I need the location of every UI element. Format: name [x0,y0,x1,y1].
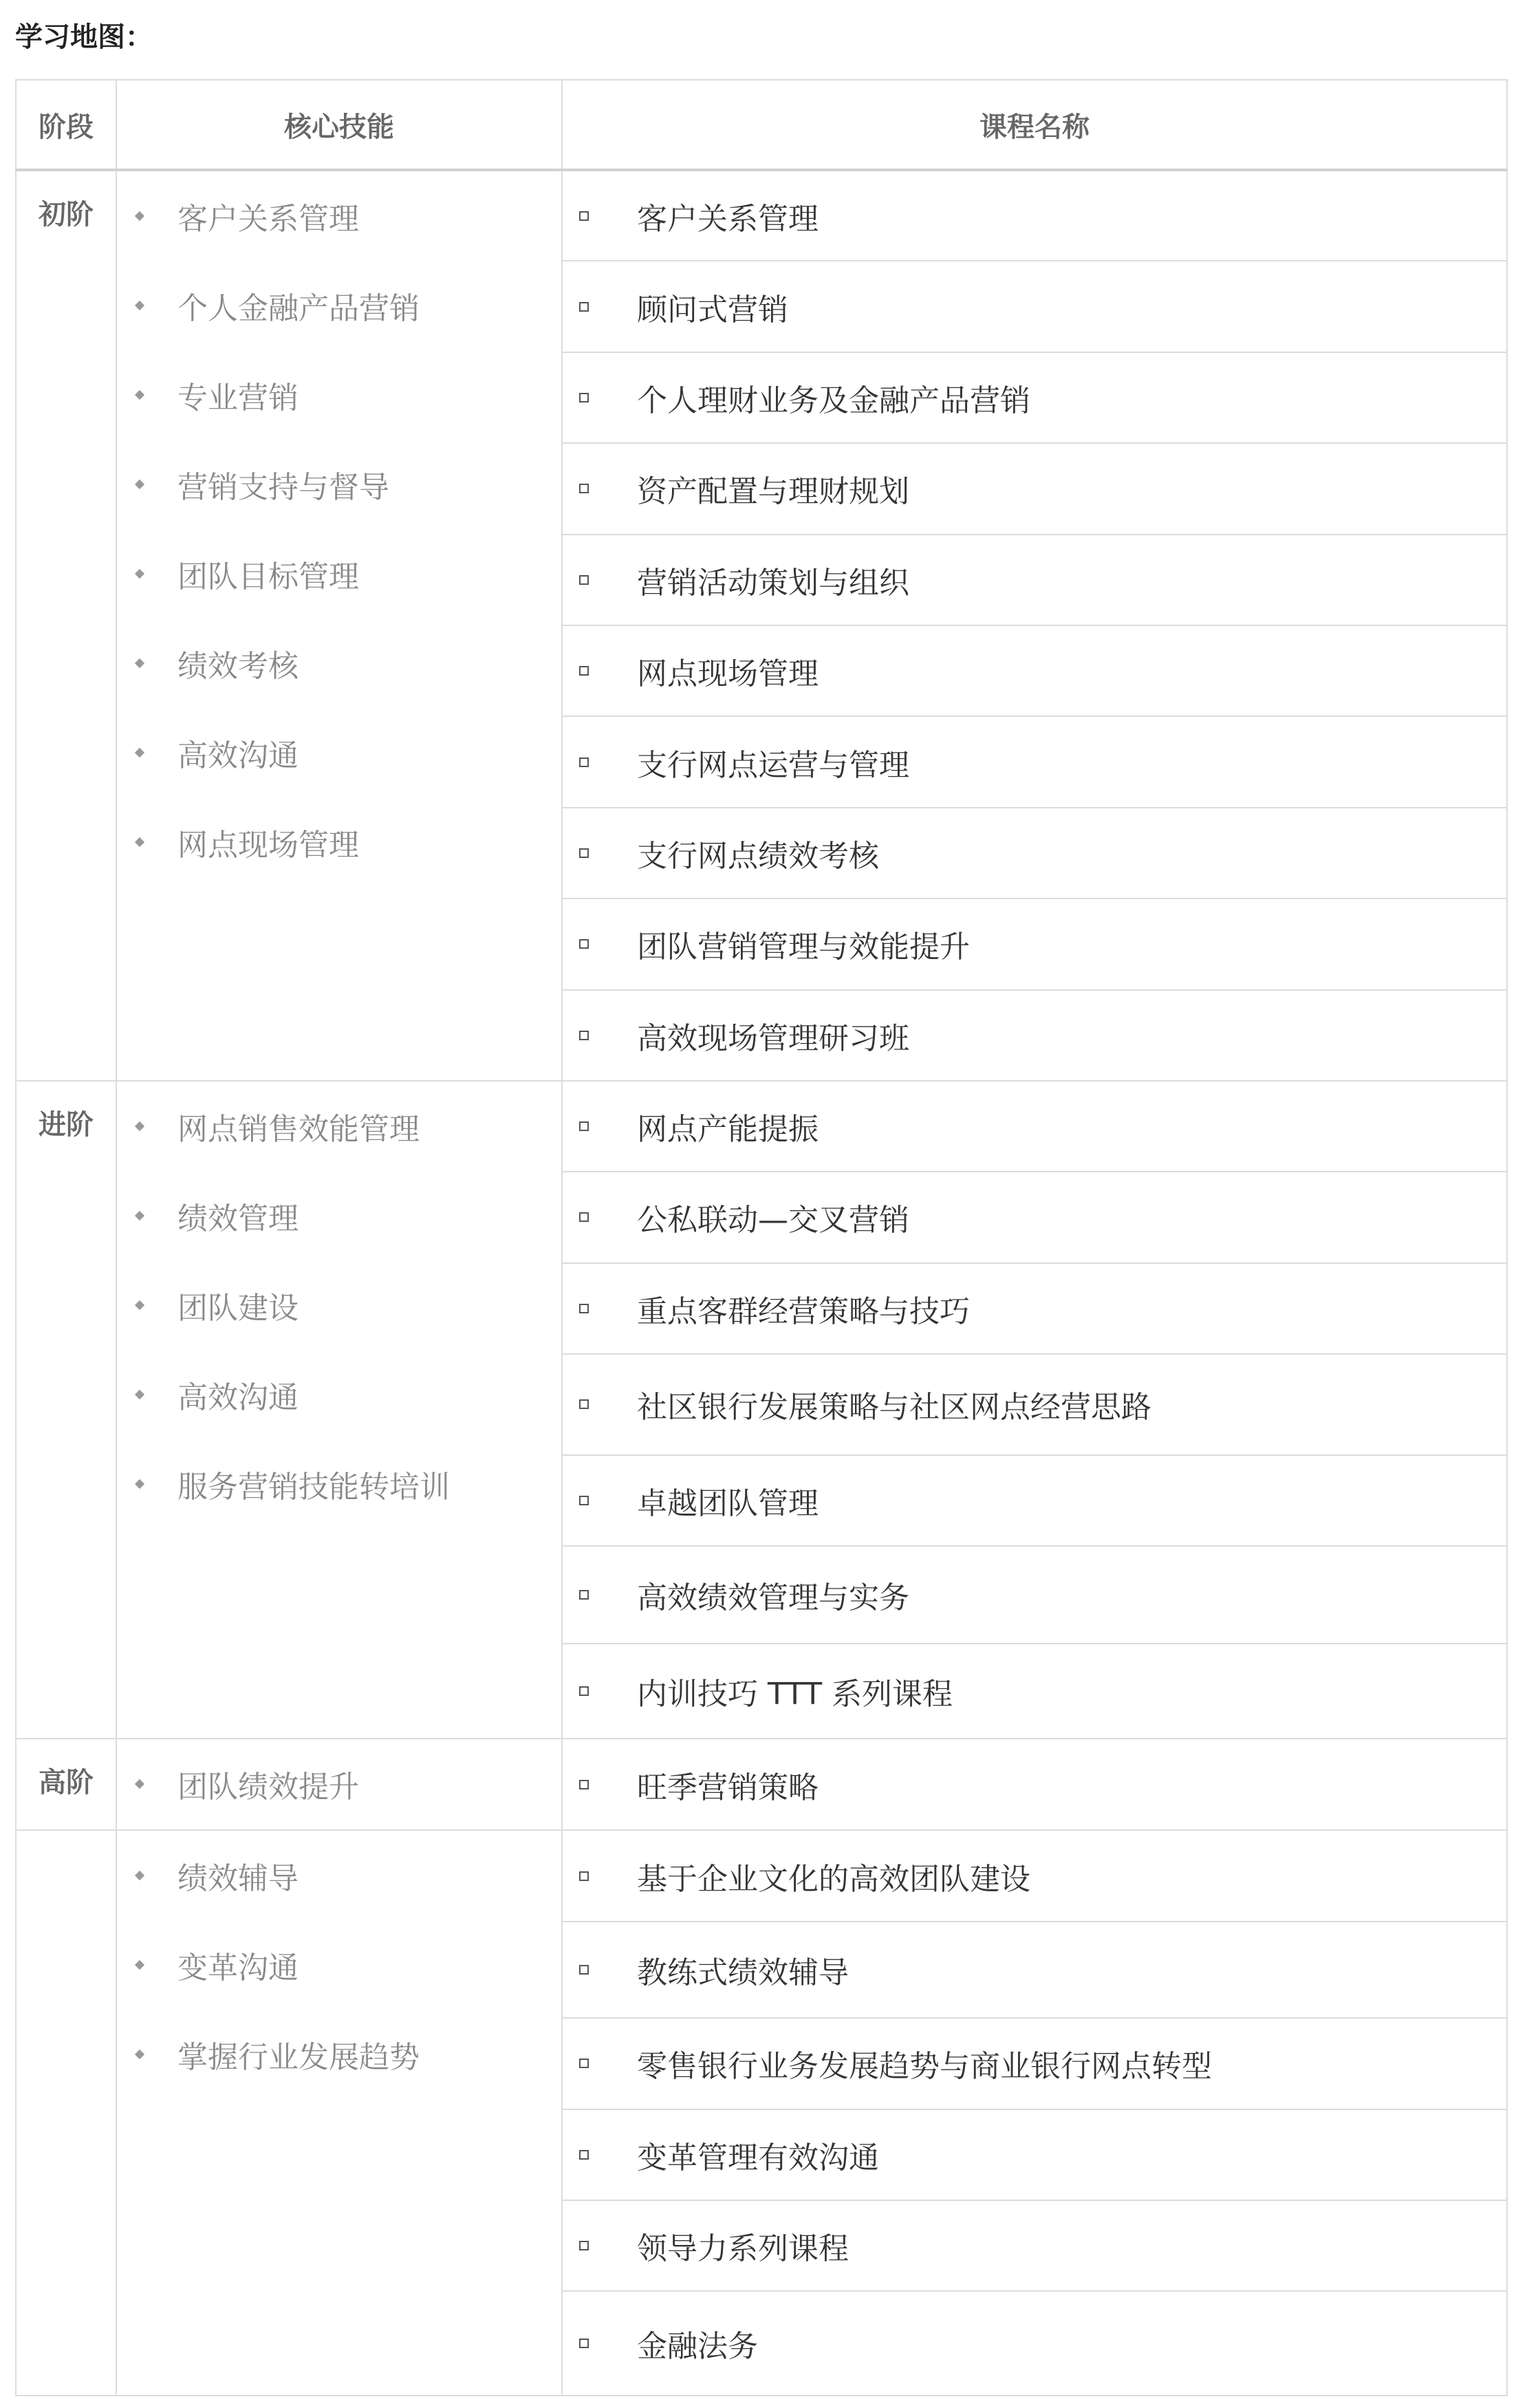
square-bullet-icon [579,848,589,858]
course-name: 支行网点绩效考核 [637,838,879,874]
diamond-bullet-icon [117,749,177,756]
learning-map-table [15,79,1508,2396]
course-name: 重点客群经营策略与技巧 [637,1293,970,1329]
skill-list-item [117,261,561,350]
diamond-bullet-icon [117,2051,177,2058]
diamond-bullet-icon [117,1781,177,1787]
diamond-bullet-icon [117,302,177,309]
course-name: 顾问式营销 [637,292,788,327]
square-bullet-icon [579,1031,589,1040]
course-cell [562,625,1507,716]
square-bullet-icon [579,1304,589,1313]
skill-list-item [117,171,561,261]
skill-list-item [117,1350,561,1439]
square-bullet-icon [579,393,589,402]
course-cell [562,1546,1507,1644]
header-course-name: 课程名称 [562,80,1507,170]
course-cell [562,443,1507,534]
core-skills-cell [116,1830,562,2396]
table-body [16,170,1507,2396]
square-bullet-icon [579,575,589,585]
course-cell [562,716,1507,807]
course-cell [562,2200,1507,2291]
stage-cell [16,1830,116,2396]
skill-label: 绩效管理 [177,1201,299,1236]
square-bullet-icon [579,2150,589,2160]
course-name: 旺季营销策略 [637,1770,819,1805]
skill-list-item [117,440,561,529]
course-cell [562,1830,1507,1921]
diamond-bullet-icon [117,1123,177,1130]
diamond-bullet-icon [117,481,177,488]
skill-label: 绩效辅导 [177,1861,299,1897]
course-name: 领导力系列课程 [637,2231,849,2267]
skill-label: 网点现场管理 [177,828,359,863]
course-cell [562,1455,1507,1546]
course-cell [562,535,1507,625]
skill-label: 客户关系管理 [177,202,359,237]
square-bullet-icon [579,939,589,949]
table-row [16,170,1507,261]
skill-label: 高效沟通 [177,738,299,773]
course-name: 教练式绩效辅导 [637,1955,849,1990]
skill-list-item [117,529,561,619]
diamond-bullet-icon [117,213,177,219]
table-header-row [16,80,1507,170]
stage-cell: 初阶 [16,170,116,1081]
course-cell [562,1172,1507,1262]
diamond-bullet-icon [117,1481,177,1487]
skill-list-item [117,1831,561,1920]
course-cell [562,899,1507,989]
header-core-skills: 核心技能 [116,80,562,170]
course-name: 网点现场管理 [637,656,819,692]
skill-label: 网点销售效能管理 [177,1111,420,1147]
diamond-bullet-icon [117,660,177,667]
course-name: 金融法务 [637,2329,758,2365]
skill-label: 掌握行业发展趋势 [177,2040,420,2076]
course-cell [562,261,1507,352]
skill-label: 专业营销 [177,380,299,416]
course-cell [562,170,1507,261]
diamond-bullet-icon [117,570,177,577]
square-bullet-icon [579,1686,589,1696]
course-cell [562,1263,1507,1354]
diamond-bullet-icon [117,839,177,846]
square-bullet-icon [579,2058,589,2068]
square-bullet-icon [579,1780,589,1789]
square-bullet-icon [579,1212,589,1222]
square-bullet-icon [579,2339,589,2348]
course-name: 营销活动策划与组织 [637,565,909,601]
course-cell [562,2291,1507,2396]
diamond-bullet-icon [117,1872,177,1879]
diamond-bullet-icon [117,1302,177,1309]
core-skills-cell [116,1081,562,1739]
diamond-bullet-icon [117,391,177,398]
diamond-bullet-icon [117,1961,177,1968]
course-name: 高效绩效管理与实务 [637,1580,909,1616]
course-name: 变革管理有效沟通 [637,2140,879,2175]
course-name: 团队营销管理与效能提升 [637,929,970,965]
diamond-bullet-icon [117,1212,177,1219]
square-bullet-icon [579,211,589,221]
course-cell [562,1739,1507,1830]
course-name: 内训技巧 TTT 系列课程 [637,1677,953,1712]
skill-label: 绩效考核 [177,649,299,684]
square-bullet-icon [579,1496,589,1505]
stage-cell: 进阶 [16,1081,116,1739]
course-cell [562,1922,1507,2018]
diamond-bullet-icon [117,1391,177,1398]
course-cell [562,808,1507,899]
header-stage: 阶段 [16,80,116,170]
skill-list-item [117,1260,561,1350]
skill-list-item [117,708,561,797]
course-cell [562,1081,1507,1172]
skill-list-item [117,619,561,708]
core-skills-cell [116,1739,562,1830]
stage-cell: 高阶 [16,1739,116,1830]
course-cell [562,2109,1507,2200]
page-title: 学习地图： [15,21,153,53]
skill-label: 团队目标管理 [177,559,359,594]
square-bullet-icon [579,1399,589,1409]
square-bullet-icon [579,1121,589,1131]
skill-list-item [117,350,561,440]
square-bullet-icon [579,484,589,493]
course-cell [562,1354,1507,1455]
table-row [16,1739,1507,1830]
skill-label: 高效沟通 [177,1379,299,1415]
course-cell [562,1644,1507,1738]
table-row [16,1830,1507,1921]
skill-list-item [117,1439,561,1529]
skill-label: 营销支持与督导 [177,470,389,505]
course-name: 高效现场管理研习班 [637,1020,909,1056]
skill-list-item [117,1082,561,1171]
course-name: 社区银行发展策略与社区网点经营思路 [637,1390,1151,1426]
course-name: 零售银行业务发展趋势与商业银行网点转型 [637,2049,1212,2085]
square-bullet-icon [579,666,589,676]
square-bullet-icon [579,757,589,767]
course-name: 支行网点运营与管理 [637,747,909,783]
skill-label: 服务营销技能转培训 [177,1469,450,1505]
course-cell [562,352,1507,443]
square-bullet-icon [579,1965,589,1975]
core-skills-cell [116,170,562,1081]
skill-list-item [117,2010,561,2099]
course-name: 资产配置与理财规划 [637,474,909,510]
skill-list-item [117,1920,561,2010]
skill-label: 团队绩效提升 [177,1769,359,1805]
course-name: 卓越团队管理 [637,1485,819,1521]
course-cell [562,2018,1507,2109]
square-bullet-icon [579,1590,589,1600]
skill-list-item [117,797,561,887]
course-cell [562,990,1507,1081]
course-name: 公私联动—交叉营销 [637,1203,909,1238]
table-row [16,1081,1507,1172]
square-bullet-icon [579,1871,589,1881]
course-name: 客户关系管理 [637,201,819,237]
skill-list-item [117,1739,561,1829]
course-name: 个人理财业务及金融产品营销 [637,383,1030,418]
skill-list-item [117,1171,561,1260]
course-name: 网点产能提振 [637,1112,819,1148]
skill-label: 个人金融产品营销 [177,291,420,326]
square-bullet-icon [579,2241,589,2250]
skill-label: 团队建设 [177,1290,299,1326]
square-bullet-icon [579,302,589,312]
skill-label: 变革沟通 [177,1950,299,1986]
course-name: 基于企业文化的高效团队建设 [637,1861,1030,1897]
